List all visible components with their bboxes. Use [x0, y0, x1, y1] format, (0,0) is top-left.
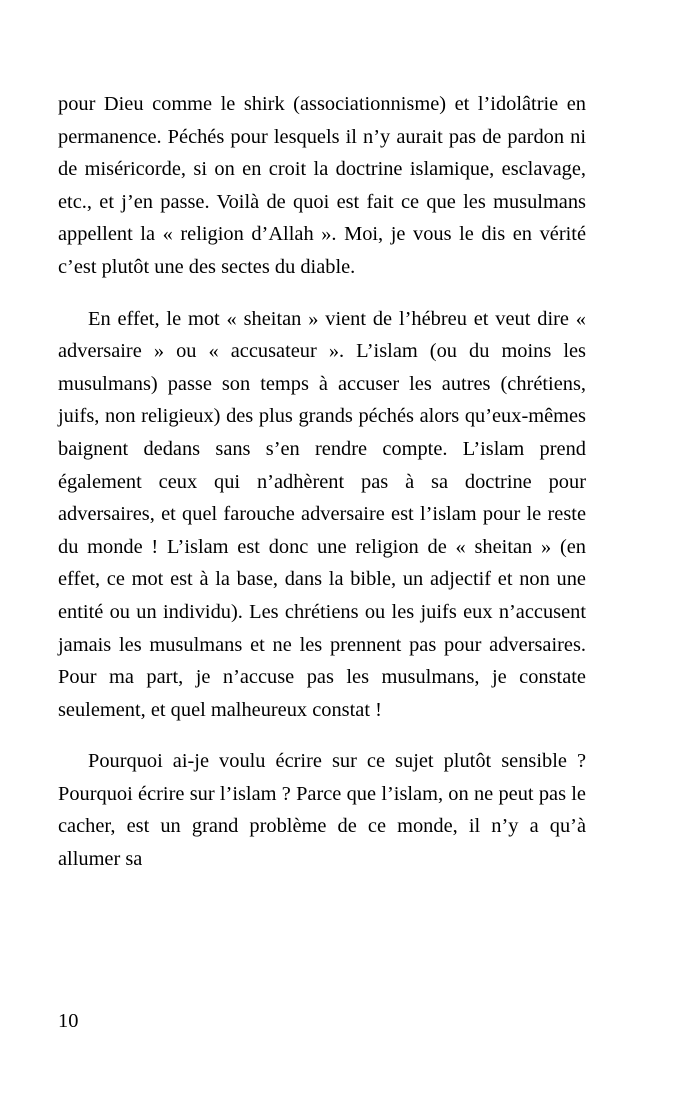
- paragraph-1: pour Dieu comme le shirk (associationnisme) et l’idolâtrie en permanence. Péchés pour lesquels il n’y aurait pas de pardon ni de miséricorde, si on en croit la doctrine islamique, esclavage, etc., et j’en passe. Voilà de quoi est fait ce que les musulmans appellent la « religion d’Allah ». Moi, je vous le dis en vérité c’est plutôt une des sectes du diable.: [58, 93, 586, 278]
- body-text: [58, 88, 586, 876]
- page-number: 10: [58, 1010, 79, 1032]
- paragraph-3: Pourquoi ai-je voulu écrire sur ce sujet plutôt sensible ? Pourquoi écrire sur l’islam ? Parce que l’islam, on ne peut pas le cacher, est un grand problème de ce monde, il n’y a qu’à allumer sa: [58, 750, 586, 871]
- paragraph-2: En effet, le mot « sheitan » vient de l’hébreu et veut dire « adversaire » ou « accusateur ». L’islam (ou du moins les musulmans) passe son temps à accuser les autres (chrétiens, juifs, non religieux) des plus grands péchés alors qu’eux-mêmes baignent dedans sans s’en rendre compte. L’islam prend également ceux qui n’adhèrent pas à sa doctrine pour adversaires, et quel farouche adversaire est l’islam pour le reste du monde ! L’islam est donc une religion de « sheitan » (en effet, ce mot est à la base, dans la bible, un adjectif et non une entité ou un individu). Les chrétiens ou les juifs eux n’accusent jamais les musulmans et ne les prennent pas pour adversaires. Pour ma part, je n’accuse pas les musulmans, je constate seulement, et quel malheureux constat !: [58, 307, 586, 721]
